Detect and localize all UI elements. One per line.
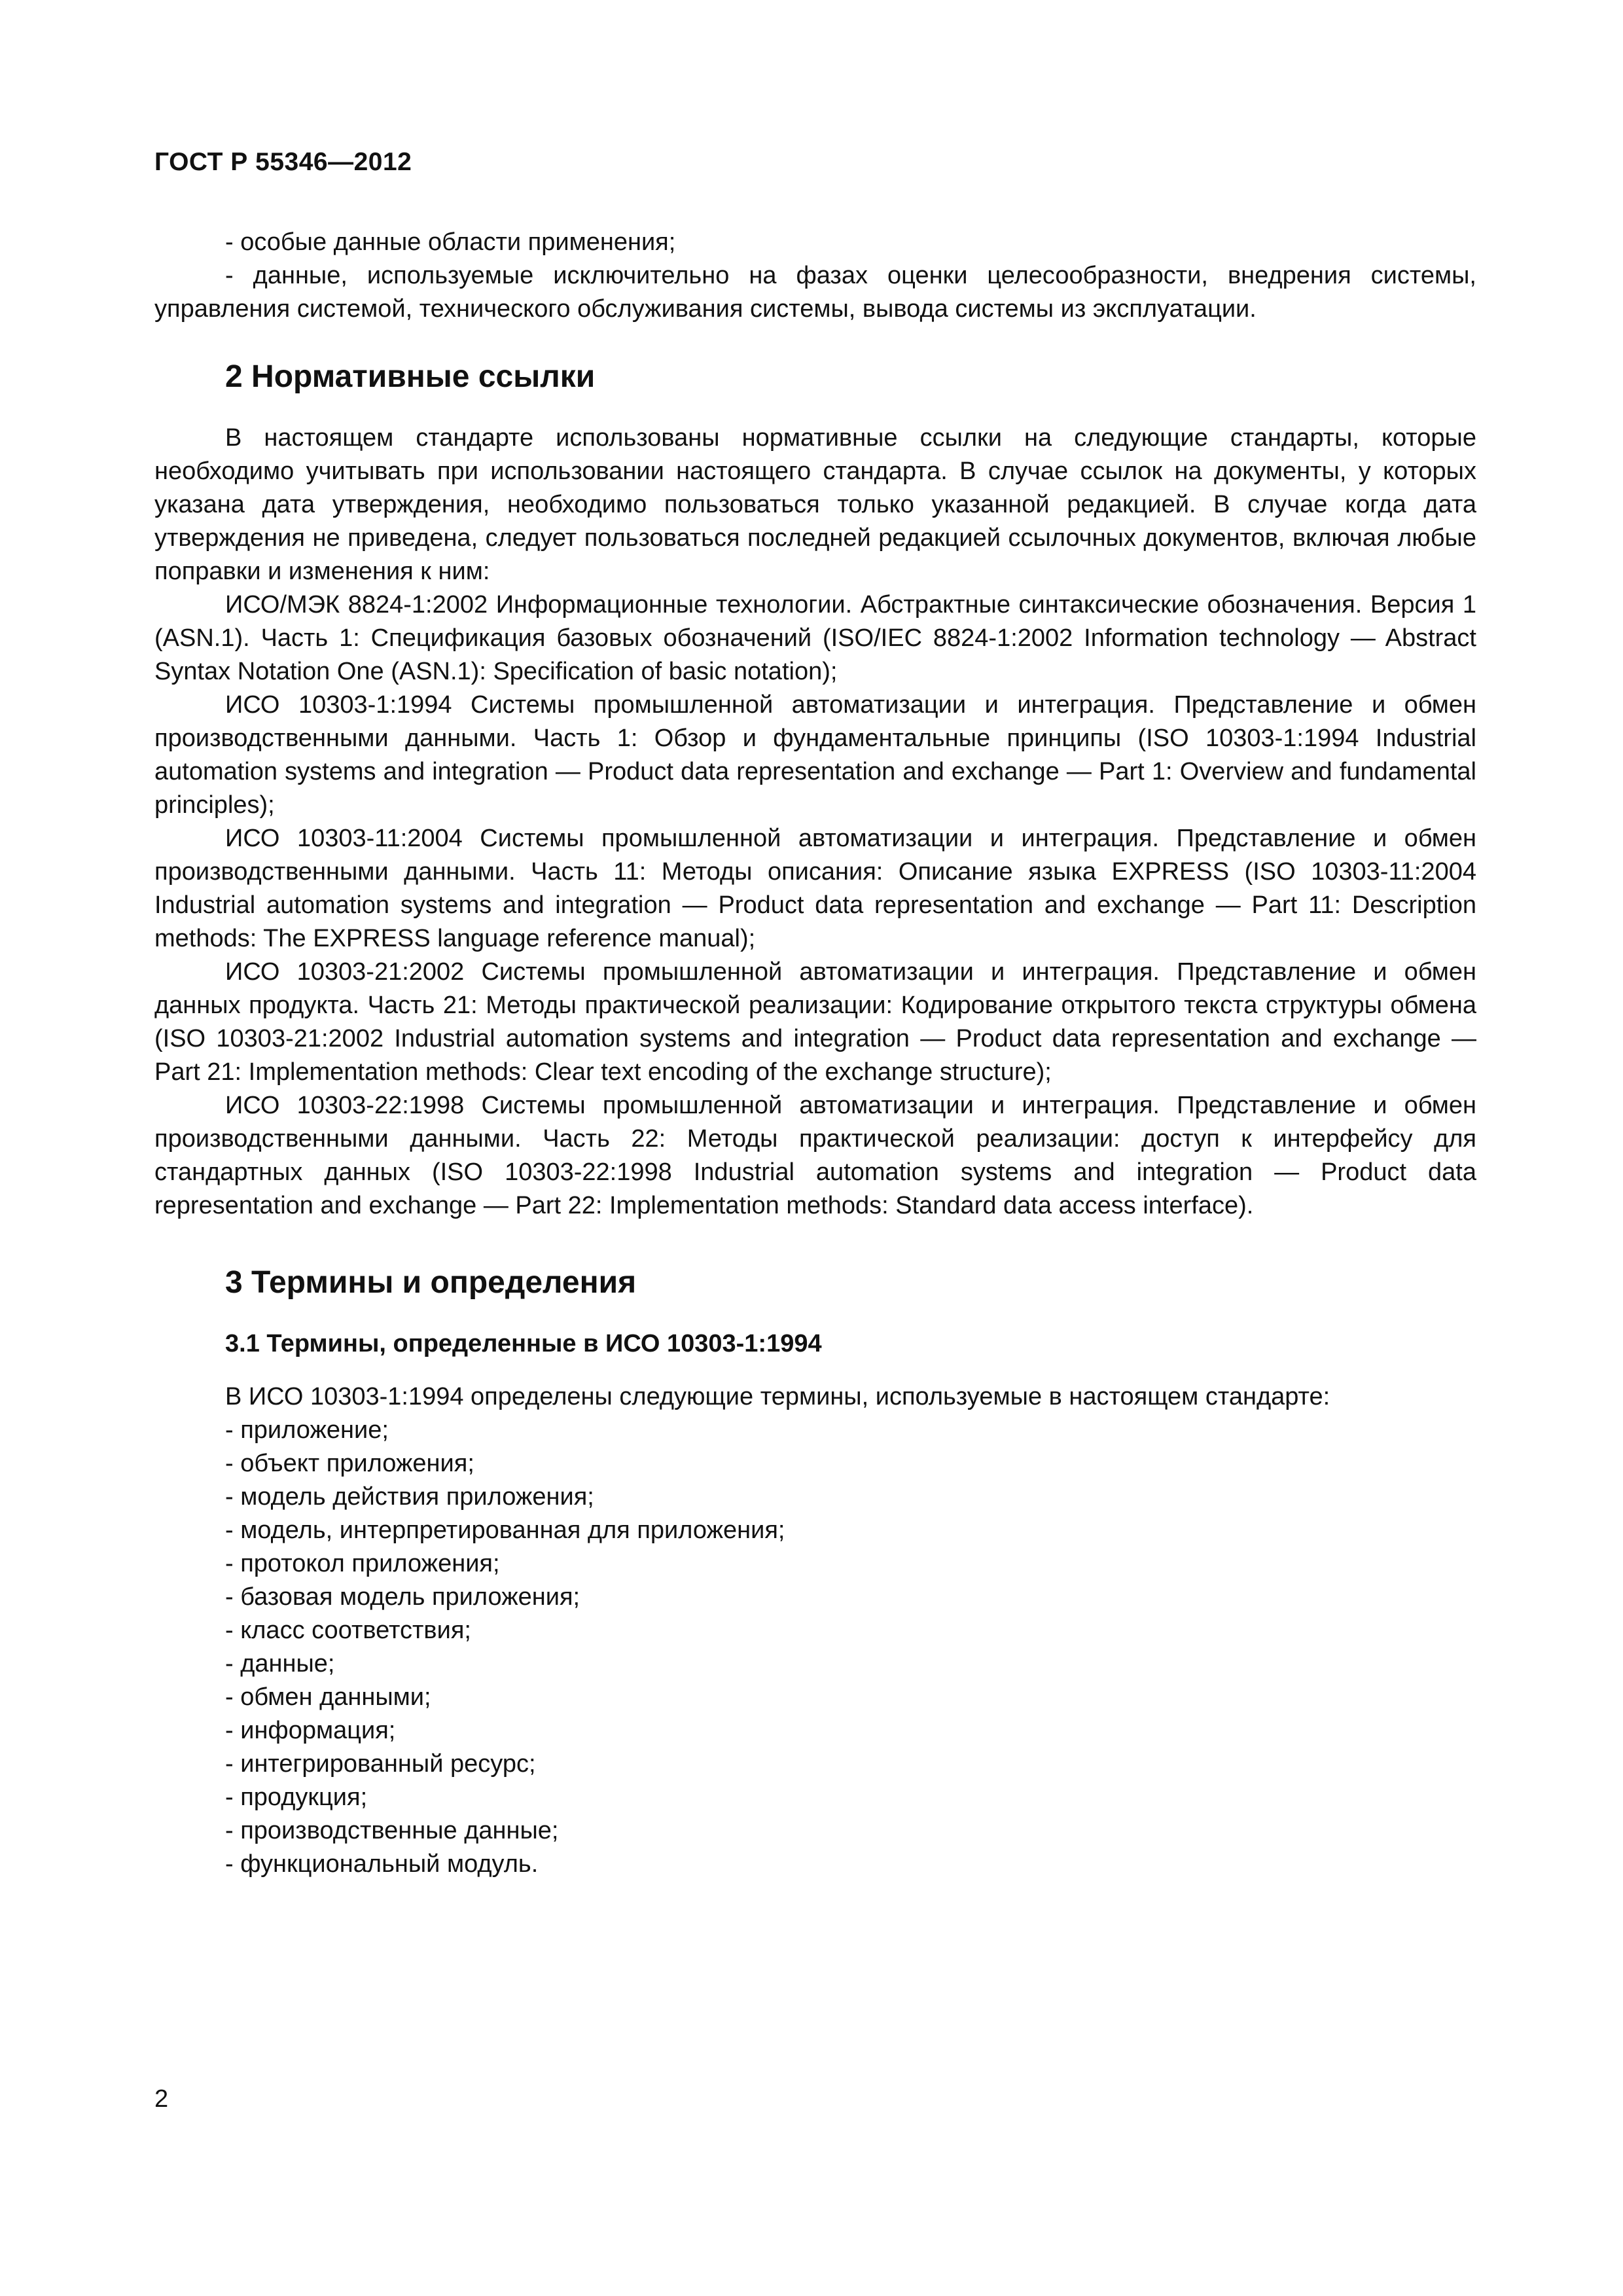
term-item: - продукция; <box>225 1784 368 1811</box>
intro-list <box>154 226 1476 326</box>
term-item: - класс соответствия; <box>225 1617 471 1644</box>
term-item: - информация; <box>225 1717 396 1744</box>
term-item: - модель действия приложения; <box>225 1483 594 1511</box>
reference-entry: ИСО 10303-22:1998 Системы промышленной автоматизации и интеграция. Представление и обмен производственными данными. Часть 22: Методы практической реализации: доступ к интерфейсу для стандартных данных (ISO 10303-22:1998 Industrial automation systems and integration — Product data representation and exchange — Part 22: Implementation methods: Standard data access interface). <box>154 1092 1476 1219</box>
term-item: - данные; <box>225 1650 335 1677</box>
page-content <box>154 226 1476 1881</box>
page-number: 2 <box>154 2085 169 2113</box>
document-code-header: ГОСТ Р 55346—2012 <box>154 148 412 176</box>
list-item: - особые данные области применения; <box>225 228 676 256</box>
reference-entry: ИСО/МЭК 8824-1:2002 Информационные технологии. Абстрактные синтаксические обозначения. Версия 1 (ASN.1). Часть 1: Спецификация базовых обозначений (ISO/IEC 8824-1:2002 Information technology — Abstract Syntax Notation One (ASN.1): Specification of basic notation); <box>154 591 1476 685</box>
terms-intro: В ИСО 10303-1:1994 определены следующие термины, используемые в настоящем стандарте: <box>225 1383 1330 1410</box>
paragraph: В настоящем стандарте использованы нормативные ссылки на следующие стандарты, которые необходимо учитывать при использовании настоящего стандарта. В случае ссылок на документы, у которых указана дата утверждения, необходимо пользоваться только указанной редакцией. В случае когда дата утверждения не приведена, следует пользоваться последней редакцией ссылочных документов, включая любые поправки и изменения к ним: <box>154 424 1476 585</box>
term-item: - интегрированный ресурс; <box>225 1750 536 1778</box>
section-2-title: 2 Нормативные ссылки <box>225 359 596 394</box>
term-item: - обмен данными; <box>225 1683 431 1711</box>
reference-entry: ИСО 10303-1:1994 Системы промышленной автоматизации и интеграция. Представление и обмен производственными данными. Часть 1: Обзор и фундаментальные принципы (ISO 10303-1:1994 Industrial automation systems and integration — Product data representation and exchange — Part 1: Overview and fundamental principles); <box>154 691 1476 819</box>
term-item: - приложение; <box>225 1416 389 1444</box>
subsection-3-1-title: 3.1 Термины, определенные в ИСО 10303-1:1994 <box>225 1330 822 1357</box>
section-2-body <box>154 422 1476 1223</box>
term-item: - объект приложения; <box>225 1450 474 1477</box>
term-item: - протокол приложения; <box>225 1550 500 1577</box>
terms-block <box>154 1380 1476 1881</box>
list-item: - данные, используемые исключительно на фазах оценки целесообразности, внедрения системы, управления системой, технического обслуживания системы, вывода системы из эксплуатации. <box>154 262 1476 323</box>
term-item: - базовая модель приложения; <box>225 1583 580 1611</box>
term-item: - функциональный модуль. <box>225 1850 539 1878</box>
section-3-title: 3 Термины и определения <box>225 1265 637 1300</box>
reference-entry: ИСО 10303-11:2004 Системы промышленной автоматизации и интеграция. Представление и обмен производственными данными. Часть 11: Методы описания: Описание языка EXPRESS (ISO 10303-11:2004 Industrial automation systems and integration — Product data representation and exchange — Part 11: Description methods: The EXPRESS language reference manual); <box>154 825 1476 952</box>
term-item: - модель, интерпретированная для приложения; <box>225 1516 785 1544</box>
term-item: - производственные данные; <box>225 1817 559 1844</box>
reference-entry: ИСО 10303-21:2002 Системы промышленной автоматизации и интеграция. Представление и обмен данных продукта. Часть 21: Методы практической реализации: Кодирование открытого текста структуры обмена (ISO 10303-21:2002 Industrial automation systems and integration — Product data representation and exchange — Part 21: Implementation methods: Clear text encoding of the exchange structure); <box>154 958 1476 1086</box>
